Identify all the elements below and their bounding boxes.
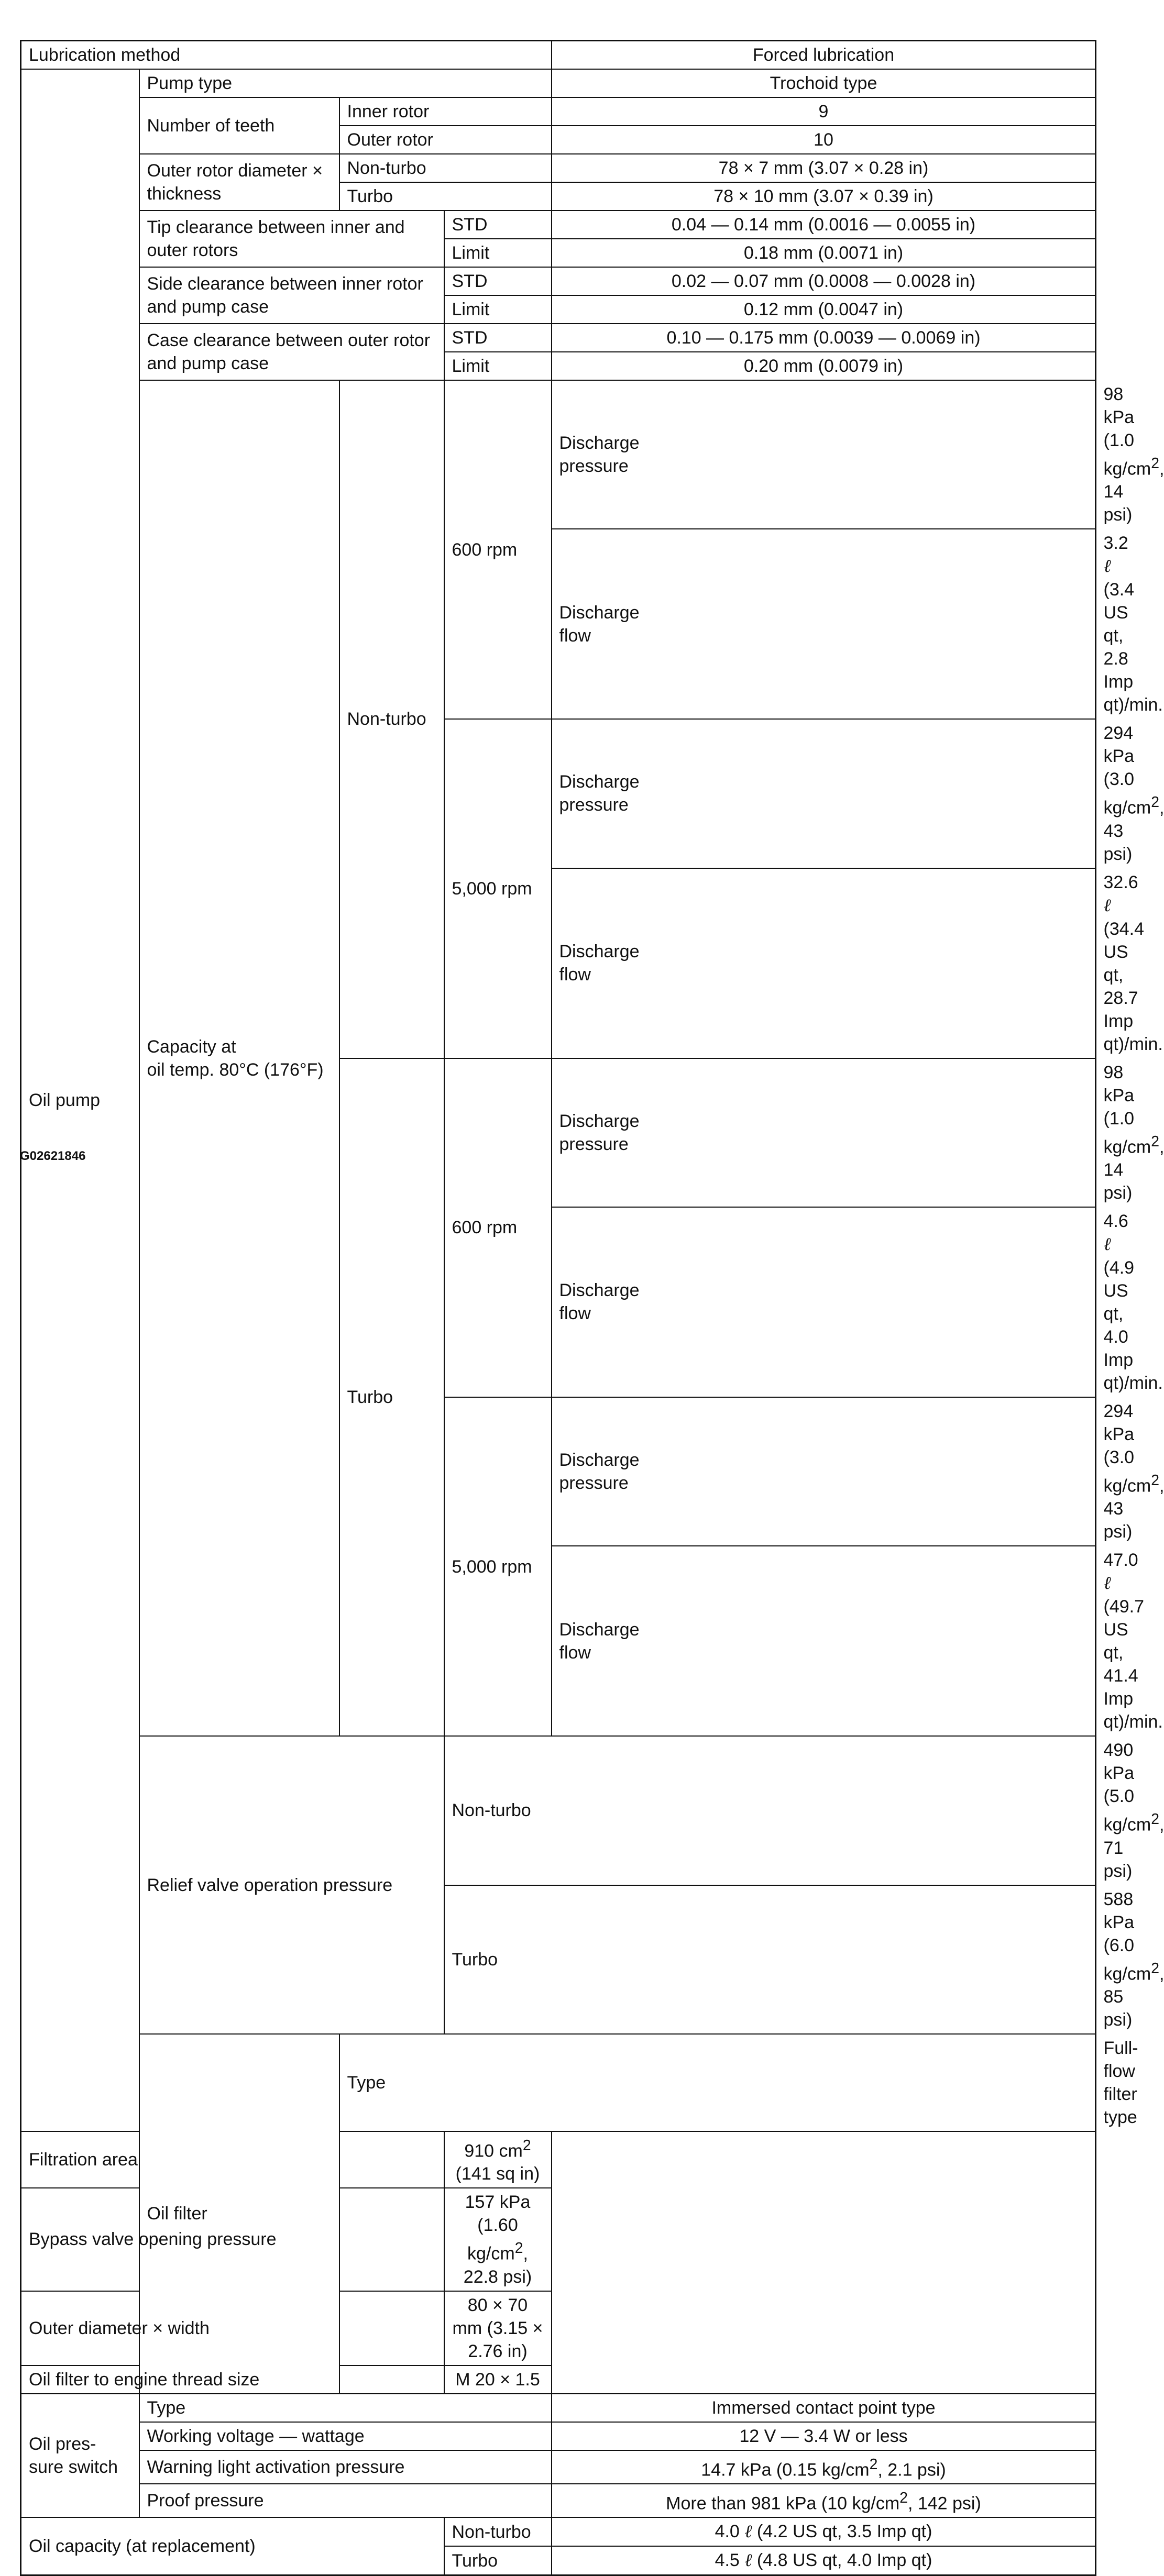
working-voltage-value: 12 V — 3.4 W or less	[552, 2422, 1096, 2450]
table-row	[21, 2450, 1096, 2484]
table-row	[21, 2131, 1096, 2188]
capacity-label	[139, 380, 339, 1736]
filter-dims-value: 80 × 70 mm (3.15 × 2.76 in)	[444, 2291, 552, 2365]
discharge-flow-label: Discharge flow	[552, 1207, 1096, 1397]
case-limit-label: Limit	[444, 352, 552, 380]
discharge-pressure-label: Discharge pressure	[552, 719, 1096, 868]
tip-limit-value: 0.18 mm (0.0071 in)	[552, 239, 1096, 267]
rotor-dim-nonturbo-value: 78 × 7 mm (3.07 × 0.28 in)	[552, 154, 1096, 182]
table-row	[21, 267, 1096, 295]
filtration-area-label: Filtration area	[21, 2131, 444, 2188]
lubrication-method-label: Lubrication method	[21, 41, 552, 70]
pump-type-value: Trochoid type	[552, 69, 1096, 97]
capacity-label-line2: oil temp. 80°C (176°F)	[147, 1059, 324, 1080]
oil-capacity-label: Oil capacity (at replacement)	[21, 2517, 444, 2575]
capacity-nonturbo-label: Non-turbo	[339, 380, 444, 1058]
capacity-turbo-5000-label: 5,000 rpm	[444, 1397, 552, 1736]
side-std-value: 0.02 — 0.07 mm (0.0008 — 0.0028 in)	[552, 267, 1096, 295]
table-row	[21, 97, 1096, 126]
table-row: Relief valve operation pressure Non-turbo 490 kPa (5.0 $kg/cm^2$, 71 psi)	[21, 1736, 1096, 1885]
side-limit-label: Limit	[444, 295, 552, 324]
table-row	[21, 2365, 1096, 2394]
bypass-valve-label: Bypass valve opening pressure	[21, 2188, 444, 2291]
table-row: Discharge flow 4.6 ℓ (4.9 US qt, 4.0 Imp qt)/min.	[21, 1207, 1096, 1397]
outer-rotor-label: Outer rotor	[339, 126, 552, 154]
table-row	[21, 69, 1096, 97]
discharge-flow-label: Discharge flow	[552, 1546, 1096, 1736]
tip-std-label: STD	[444, 211, 552, 239]
discharge-flow-label: Discharge flow	[552, 529, 1096, 719]
discharge-pressure-label: Discharge pressure	[552, 1058, 1096, 1207]
rotor-dim-turbo-label: Turbo	[339, 182, 552, 211]
outer-rotor-value: 10	[552, 126, 1096, 154]
capacity-nonturbo-5000-label: 5,000 rpm	[444, 719, 552, 1058]
oil-capacity-turbo-label: Turbo	[444, 2546, 552, 2575]
oil-pressure-switch-label: Oil pres- sure switch	[21, 2394, 139, 2518]
warning-light-label: Warning light activation pressure	[139, 2450, 552, 2484]
case-std-value: 0.10 — 0.175 mm (0.0039 — 0.0069 in)	[552, 324, 1096, 352]
warning-light-value: 14.7 kPa (0.15 $kg/cm^2$, 2.1 psi)	[552, 2450, 1096, 2484]
table-row	[21, 41, 1096, 70]
table-row	[21, 2394, 1096, 2422]
side-std-label: STD	[444, 267, 552, 295]
proof-pressure-value: More than 981 kPa (10 $kg/cm^2$, 142 psi)	[552, 2484, 1096, 2517]
filter-type-label: Type	[339, 2034, 1096, 2131]
table-row	[21, 2517, 1096, 2546]
pump-type-label: Pump type	[139, 69, 552, 97]
relief-turbo-label: Turbo	[444, 1885, 1096, 2034]
switch-type-label: Type	[139, 2394, 552, 2422]
table-row	[21, 211, 1096, 239]
capacity-turbo-600-label: 600 rpm	[444, 1058, 552, 1397]
table-row: Discharge flow 32.6 ℓ (34.4 US qt, 28.7 Imp qt)/min.	[21, 868, 1096, 1058]
filter-dims-label: Outer diameter × width	[21, 2291, 444, 2365]
thread-size-value: M 20 × 1.5	[444, 2365, 552, 2394]
capacity-turbo-label: Turbo	[339, 1058, 444, 1737]
case-clearance-label: Case clearance between outer rotor and pump case	[139, 324, 444, 380]
relief-valve-label: Relief valve operation pressure	[139, 1736, 444, 2034]
tip-std-value: 0.04 — 0.14 mm (0.0016 — 0.0055 in)	[552, 211, 1096, 239]
side-limit-value: 0.12 mm (0.0047 in)	[552, 295, 1096, 324]
table-row	[21, 2422, 1096, 2450]
discharge-flow-label: Discharge flow	[552, 868, 1096, 1058]
rotor-dim-turbo-value: 78 × 10 mm (3.07 × 0.39 in)	[552, 182, 1096, 211]
table-row: Discharge flow 3.2 ℓ (3.4 US qt, 2.8 Imp qt)/min.	[21, 529, 1096, 719]
table-row: 5,000 rpm Discharge pressure 294 kPa (3.0 $kg/cm^2$, 43 psi)	[21, 1397, 1096, 1546]
rotor-dim-nonturbo-label: Non-turbo	[339, 154, 552, 182]
case-limit-value: 0.20 mm (0.0079 in)	[552, 352, 1096, 380]
filtration-area-value: 910 $cm^2$ (141 sq in)	[444, 2131, 552, 2188]
table-row	[21, 2484, 1096, 2517]
tip-limit-label: Limit	[444, 239, 552, 267]
teeth-label: Number of teeth	[139, 97, 339, 154]
tip-clearance-label: Tip clearance between inner and outer rotors	[139, 211, 444, 267]
discharge-pressure-label: Discharge pressure	[552, 380, 1096, 529]
table-row: Turbo 588 kPa (6.0 $kg/cm^2$, 85 psi)	[21, 1885, 1096, 2034]
oil-pump-label: Oil pump	[21, 69, 139, 2131]
oil-capacity-nonturbo-value: 4.0 ℓ (4.2 US qt, 3.5 Imp qt)	[552, 2517, 1096, 2546]
side-clearance-label: Side clearance between inner rotor and pump case	[139, 267, 444, 324]
table-row: Turbo 600 rpm Discharge pressure 98 kPa (1.0 $kg/cm^2$, 14 psi)	[21, 1058, 1096, 1207]
table-row	[21, 324, 1096, 352]
figure-id: G02621846	[20, 1149, 86, 1163]
switch-type-value: Immersed contact point type	[552, 2394, 1096, 2422]
oil-capacity-turbo-value: 4.5 ℓ (4.8 US qt, 4.0 Imp qt)	[552, 2546, 1096, 2575]
table-row	[21, 154, 1096, 182]
oil-filter-label: Oil filter	[139, 2034, 339, 2394]
table-row: Capacity at oil temp. 80°C (176°F) Non-turbo 600 rpm Discharge pressure 98 kPa (1.0 $kg/cm^2$, 14 psi)	[21, 380, 1096, 529]
inner-rotor-value: 9	[552, 97, 1096, 126]
rotor-dim-label: Outer rotor diameter × thickness	[139, 154, 339, 211]
capacity-nonturbo-600-label: 600 rpm	[444, 380, 552, 719]
thread-size-label: Oil filter to engine thread size	[21, 2365, 444, 2394]
inner-rotor-label: Inner rotor	[339, 97, 552, 126]
capacity-label-line1: Capacity at	[147, 1036, 236, 1057]
table-row	[21, 2291, 1096, 2365]
discharge-pressure-label: Discharge pressure	[552, 1397, 1096, 1546]
case-std-label: STD	[444, 324, 552, 352]
table-row: Oil filter Type Full-flow filter type	[21, 2034, 1096, 2131]
lubrication-method-value: Forced lubrication	[552, 41, 1096, 70]
proof-pressure-label: Proof pressure	[139, 2484, 552, 2517]
bypass-valve-value: 157 kPa (1.60 $kg/cm^2$, 22.8 psi)	[444, 2188, 552, 2291]
table-row: 5,000 rpm Discharge pressure 294 kPa (3.0 $kg/cm^2$, 43 psi)	[21, 719, 1096, 868]
table-row: Discharge flow 47.0 ℓ (49.7 US qt, 41.4 Imp qt)/min.	[21, 1546, 1096, 1736]
working-voltage-label: Working voltage — wattage	[139, 2422, 552, 2450]
oil-capacity-nonturbo-label: Non-turbo	[444, 2517, 552, 2546]
relief-nonturbo-label: Non-turbo	[444, 1736, 1096, 1885]
specifications-table	[20, 40, 1164, 2576]
